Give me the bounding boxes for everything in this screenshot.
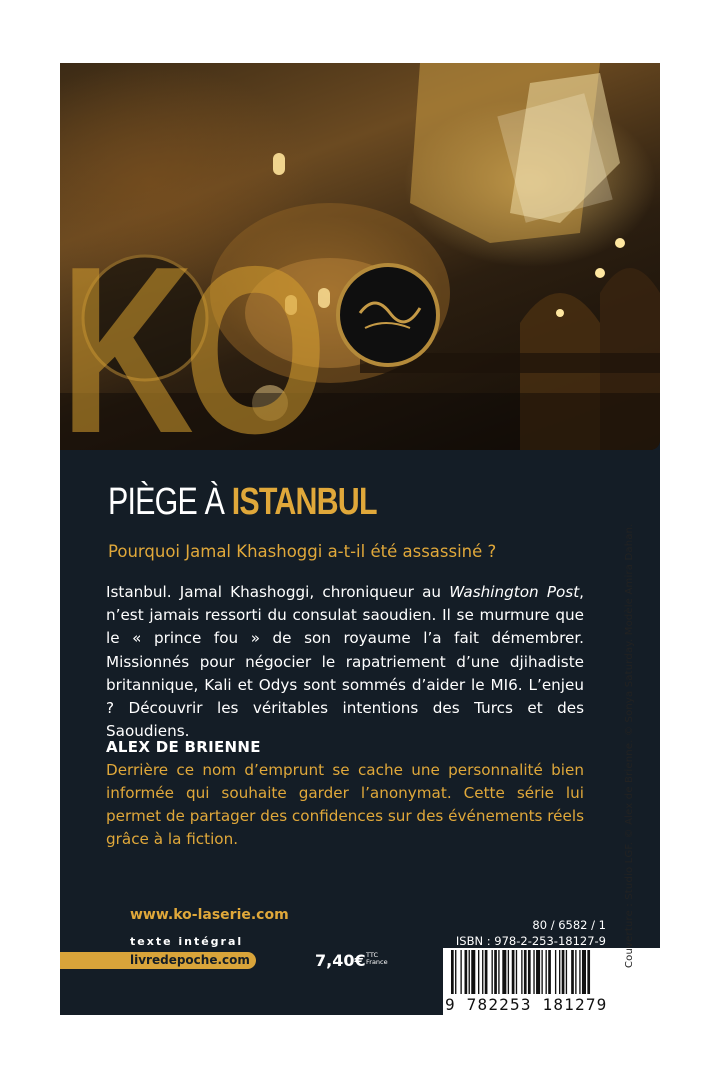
author-name: ALEX DE BRIENNE <box>106 738 261 756</box>
barcode-bar <box>575 950 576 996</box>
book-back-cover <box>60 63 660 1015</box>
publisher-site: livredepoche.com <box>130 953 250 967</box>
barcode-bar <box>482 950 483 996</box>
cover-credits: Couverture : Studio LGF. © Alex de Brienne. © Sonya Saturday. Modèle Amira Dahan. <box>624 523 635 968</box>
barcode-bar <box>508 950 509 996</box>
publisher-banner <box>60 952 256 969</box>
blurb-part-2: , n’est jamais ressorti du consulat saoudien. Il se murmure que le « prince fou » de son royaume l’a fait démembrer. Missionnés pour négocier le rapatriement d’une djihadiste britannique, Kali et Odys sont sommés d’aider le MI6. L’enjeu ? Découvrir les véritables intentions des Turcs et des Saoudiens. <box>106 583 584 741</box>
barcode-bar <box>494 950 497 996</box>
barcode-bar <box>587 950 590 996</box>
ko-logo: KO <box>60 218 317 450</box>
texte-integral-label: texte intégral <box>130 935 244 948</box>
barcode-bar <box>562 950 565 996</box>
cover-photo-hagia-sophia <box>60 63 660 450</box>
barcode-bar <box>536 950 540 996</box>
price-ttc: TTC <box>366 951 378 959</box>
barcode-bar <box>579 950 580 996</box>
barcode-bar <box>555 950 556 996</box>
barcode-bar <box>571 950 574 996</box>
barcode-bar <box>465 950 468 996</box>
isbn-text: ISBN : 978-2-253-18127-9 <box>455 934 606 948</box>
barcode-bar <box>512 950 515 996</box>
barcode-bar <box>521 950 522 996</box>
blurb-part-1: Istanbul. Jamal Khashoggi, chroniqueur au <box>106 583 450 601</box>
series-website: www.ko-laserie.com <box>130 907 289 923</box>
barcode-bar <box>478 950 479 996</box>
barcode-bar <box>460 950 461 996</box>
barcode-bar <box>469 950 470 996</box>
barcode-bar <box>455 950 456 996</box>
tagline-question: Pourquoi Jamal Khashoggi a-t-il été assassiné ? <box>108 542 497 561</box>
barcode-bar <box>533 950 534 996</box>
barcode-bar <box>582 950 586 996</box>
barcode-bar <box>451 950 454 996</box>
barcode-bar <box>485 950 488 996</box>
barcode-bar <box>548 950 551 996</box>
book-blurb <box>106 581 584 743</box>
barcode-bar <box>516 950 517 996</box>
book-title <box>108 481 377 524</box>
reference-number: 80 / 6582 / 1 <box>532 918 606 932</box>
author-bio: Derrière ce nom d’emprunt se cache une personnalité bien informée qui souhaite garder l’anonymat. Cette série lui permet de partager des confidences sur des événements réels grâce à la fiction. <box>106 761 584 848</box>
blurb-italic-newspaper: Washington Post <box>449 583 580 601</box>
barcode-bar <box>498 950 499 996</box>
barcode-bar <box>566 950 567 996</box>
barcode-bar <box>528 950 531 996</box>
title-prefix: PIÈGE À <box>108 481 225 523</box>
barcode-bar <box>471 950 475 996</box>
price-country: France <box>366 958 388 966</box>
barcode-bar <box>546 950 547 996</box>
barcode-bar <box>492 950 493 996</box>
barcode-bar <box>502 950 506 996</box>
title-highlight: ISTANBUL <box>231 481 377 523</box>
barcode-bar <box>541 950 542 996</box>
barcode-digits: 9 782253 181279 <box>443 994 660 1015</box>
price-tax-note <box>366 952 388 966</box>
price: 7,40€ <box>315 951 366 970</box>
barcode-bar <box>559 950 560 996</box>
barcode-bar <box>524 950 527 996</box>
